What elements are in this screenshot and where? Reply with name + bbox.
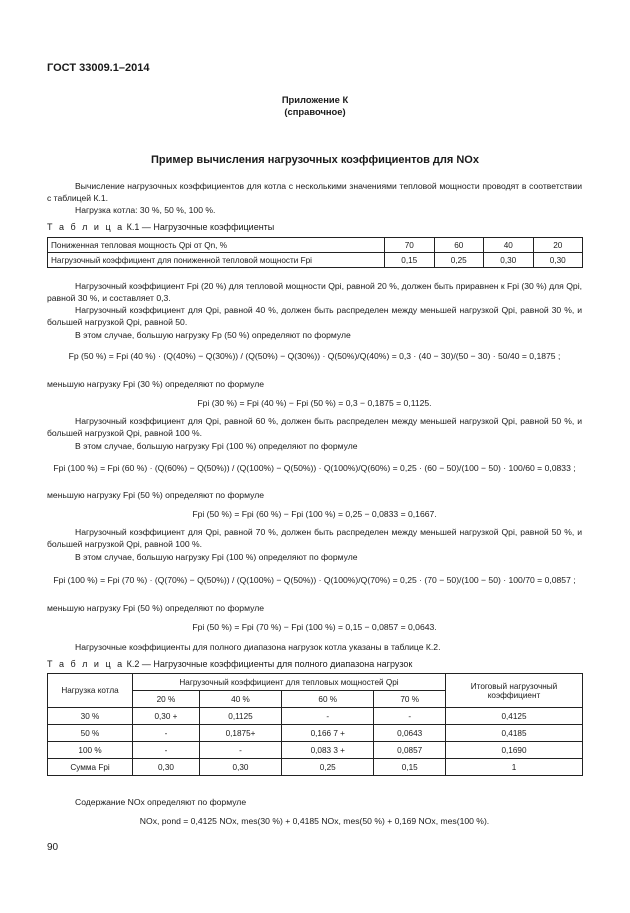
body-text-8: Нагрузочный коэффициент для Qpi, равной 70 %, должен быть распределен между меньшей нагрузкой Qpi, равной 50 %, и большей нагрузкой Qpi, равной 100 %. bbox=[47, 527, 582, 549]
subheader-cell: 60 % bbox=[282, 691, 374, 708]
table-cell: 0,1690 bbox=[446, 742, 583, 759]
annex-type: (справочное) bbox=[284, 106, 346, 117]
body-text-7: меньшую нагрузку Fpi (50 %) определяют по формуле bbox=[47, 490, 264, 500]
closing-text: Содержание NOx определяют по формуле bbox=[75, 797, 247, 807]
table-row bbox=[48, 725, 583, 742]
body-text-9: В этом случае, большую нагрузку Fpi (100 %) определяют по формуле bbox=[75, 552, 358, 562]
table-cell: Сумма Fpi bbox=[48, 759, 133, 776]
table-cell: 0,1125 bbox=[199, 708, 281, 725]
formula-1: Fp (50 %) = Fpi (40 %) · (Q(40%) − Q(30%)) / (Q(50%) − Q(30%)) · Q(50%)/Q(40%) = 0,3 · (40 − 30)/(50 − 30) · 50/40 = 0,1875 ; bbox=[68, 351, 561, 361]
table-k1 bbox=[47, 237, 583, 268]
section-heading: Пример вычисления нагрузочных коэффициентов для NOx bbox=[151, 154, 479, 166]
body-text-5: Нагрузочный коэффициент для Qpi, равной 60 %, должен быть распределен между меньшей нагрузкой Qpi, равной 50 %, и большей нагрузкой Qpi, равной 100 %. bbox=[47, 416, 582, 438]
closing-formula: NOx, pond = 0,4125 NOx, mes(30 %) + 0,4185 NOx, mes(50 %) + 0,169 NOx, mes(100 %). bbox=[139, 816, 490, 826]
table-cell: 40 bbox=[484, 238, 534, 253]
intro-paragraph: Вычисление нагрузочных коэффициентов для котла с несколькими значениями тепловой мощности проводят в соответствии с таблицей К.1. bbox=[47, 181, 582, 203]
table-cell: 0,1875+ bbox=[199, 725, 281, 742]
table-cell: 20 bbox=[533, 238, 583, 253]
table-header-row bbox=[48, 674, 583, 691]
body-text-3: В этом случае, большую нагрузку Fp (50 %) определяют по формуле bbox=[75, 330, 351, 340]
formula-2: Fpi (30 %) = Fpi (40 %) − Fpi (50 %) = 0,3 − 0,1875 = 0,1125. bbox=[197, 398, 432, 408]
table-row bbox=[48, 742, 583, 759]
table-cell: 100 % bbox=[48, 742, 133, 759]
table-cell: - bbox=[374, 708, 446, 725]
annex-title: Приложение К bbox=[281, 94, 349, 105]
table1-caption bbox=[47, 222, 274, 232]
table-cell: 0,4185 bbox=[446, 725, 583, 742]
table-cell: 0,0857 bbox=[374, 742, 446, 759]
table-cell: Пониженная тепловая мощность Qpi от Qn, % bbox=[48, 238, 385, 253]
table1-caption-text: К.1 — Нагрузочные коэффициенты bbox=[126, 222, 275, 232]
subheader-cell: 70 % bbox=[374, 691, 446, 708]
document-header: ГОСТ 33009.1–2014 bbox=[47, 62, 150, 74]
table-cell: 0,30 bbox=[199, 759, 281, 776]
subheader-cell: 40 % bbox=[199, 691, 281, 708]
table-cell: - bbox=[282, 708, 374, 725]
table-cell: 70 bbox=[385, 238, 435, 253]
body-text-4: меньшую нагрузку Fpi (30 %) определяют по формуле bbox=[47, 379, 264, 389]
table-cell: 0,30 bbox=[533, 253, 583, 268]
table-cell: 30 % bbox=[48, 708, 133, 725]
body-text-1: Нагрузочный коэффициент Fpi (20 %) для тепловой мощности Qpi, равной 20 %, должен быть приравнен к Fpi (30 %) для Qpi, равной 30 %, и составляет 0,3. bbox=[47, 281, 582, 303]
header-coef: Нагрузочный коэффициент для тепловых мощностей Qpi bbox=[133, 674, 446, 691]
table-cell: 50 % bbox=[48, 725, 133, 742]
table-cell: 60 bbox=[434, 238, 484, 253]
table-cell: 0,15 bbox=[374, 759, 446, 776]
table-cell: 0,15 bbox=[385, 253, 435, 268]
table-cell: 0,30 bbox=[133, 759, 200, 776]
table-cell: 0,25 bbox=[434, 253, 484, 268]
table-row bbox=[48, 253, 583, 268]
table-cell: - bbox=[199, 742, 281, 759]
table-cell: 0,30 bbox=[484, 253, 534, 268]
table-row bbox=[48, 759, 583, 776]
table2-caption bbox=[47, 659, 412, 669]
table-cell: 0,4125 bbox=[446, 708, 583, 725]
body-text-10: меньшую нагрузку Fpi (50 %) определяют по формуле bbox=[47, 603, 264, 613]
table-cell: 1 bbox=[446, 759, 583, 776]
load-paragraph: Нагрузка котла: 30 %, 50 %, 100 %. bbox=[75, 205, 216, 215]
formula-6: Fpi (50 %) = Fpi (70 %) − Fpi (100 %) = 0,15 − 0,0857 = 0,0643. bbox=[192, 622, 437, 632]
table-cell: - bbox=[133, 725, 200, 742]
formula-4: Fpi (50 %) = Fpi (60 %) − Fpi (100 %) = 0,25 − 0,0833 = 0,1667. bbox=[192, 509, 437, 519]
table-cell: 0,083 3 + bbox=[282, 742, 374, 759]
subheader-cell: 20 % bbox=[133, 691, 200, 708]
body-text-6: В этом случае, большую нагрузку Fpi (100 %) определяют по формуле bbox=[75, 441, 358, 451]
annex-block bbox=[0, 94, 630, 118]
body-text-11: Нагрузочные коэффициенты для полного диапазона нагрузок котла указаны в таблице К.2. bbox=[75, 642, 441, 652]
table-row bbox=[48, 238, 583, 253]
table-cell: 0,30 + bbox=[133, 708, 200, 725]
table2-caption-prefix: Т а б л и ц а bbox=[47, 659, 125, 669]
table-cell: 0,0643 bbox=[374, 725, 446, 742]
table-cell: 0,25 bbox=[282, 759, 374, 776]
table-cell: - bbox=[133, 742, 200, 759]
formula-3: Fpi (100 %) = Fpi (60 %) · (Q(60%) − Q(50%)) / (Q(100%) − Q(50%)) · Q(100%)/Q(60%) = 0,25 · (60 − 50)/(100 − 50) · 100/60 = 0,0833 ; bbox=[53, 463, 576, 473]
header-total: Итоговый нагрузочный коэффициент bbox=[446, 674, 583, 708]
table-row bbox=[48, 708, 583, 725]
page-number: 90 bbox=[47, 842, 59, 853]
formula-5: Fpi (100 %) = Fpi (70 %) · (Q(70%) − Q(50%)) / (Q(100%) − Q(50%)) · Q(100%)/Q(70%) = 0,25 · (70 − 50)/(100 − 50) · 100/70 = 0,0857 ; bbox=[53, 575, 576, 585]
table2-caption-text: К.2 — Нагрузочные коэффициенты для полного диапазона нагрузок bbox=[126, 659, 413, 669]
body-text-2: Нагрузочный коэффициент для Qpi, равной 40 %, должен быть распределен между меньшей нагрузкой Qpi, равной 30 %, и большей нагрузкой Qpi, равной 50. bbox=[47, 305, 582, 327]
header-load: Нагрузка котла bbox=[48, 674, 133, 708]
table-k2 bbox=[47, 673, 583, 776]
table1-caption-prefix: Т а б л и ц а bbox=[47, 222, 125, 232]
table-cell: Нагрузочный коэффициент для пониженной тепловой мощности Fpi bbox=[48, 253, 385, 268]
table-cell: 0,166 7 + bbox=[282, 725, 374, 742]
